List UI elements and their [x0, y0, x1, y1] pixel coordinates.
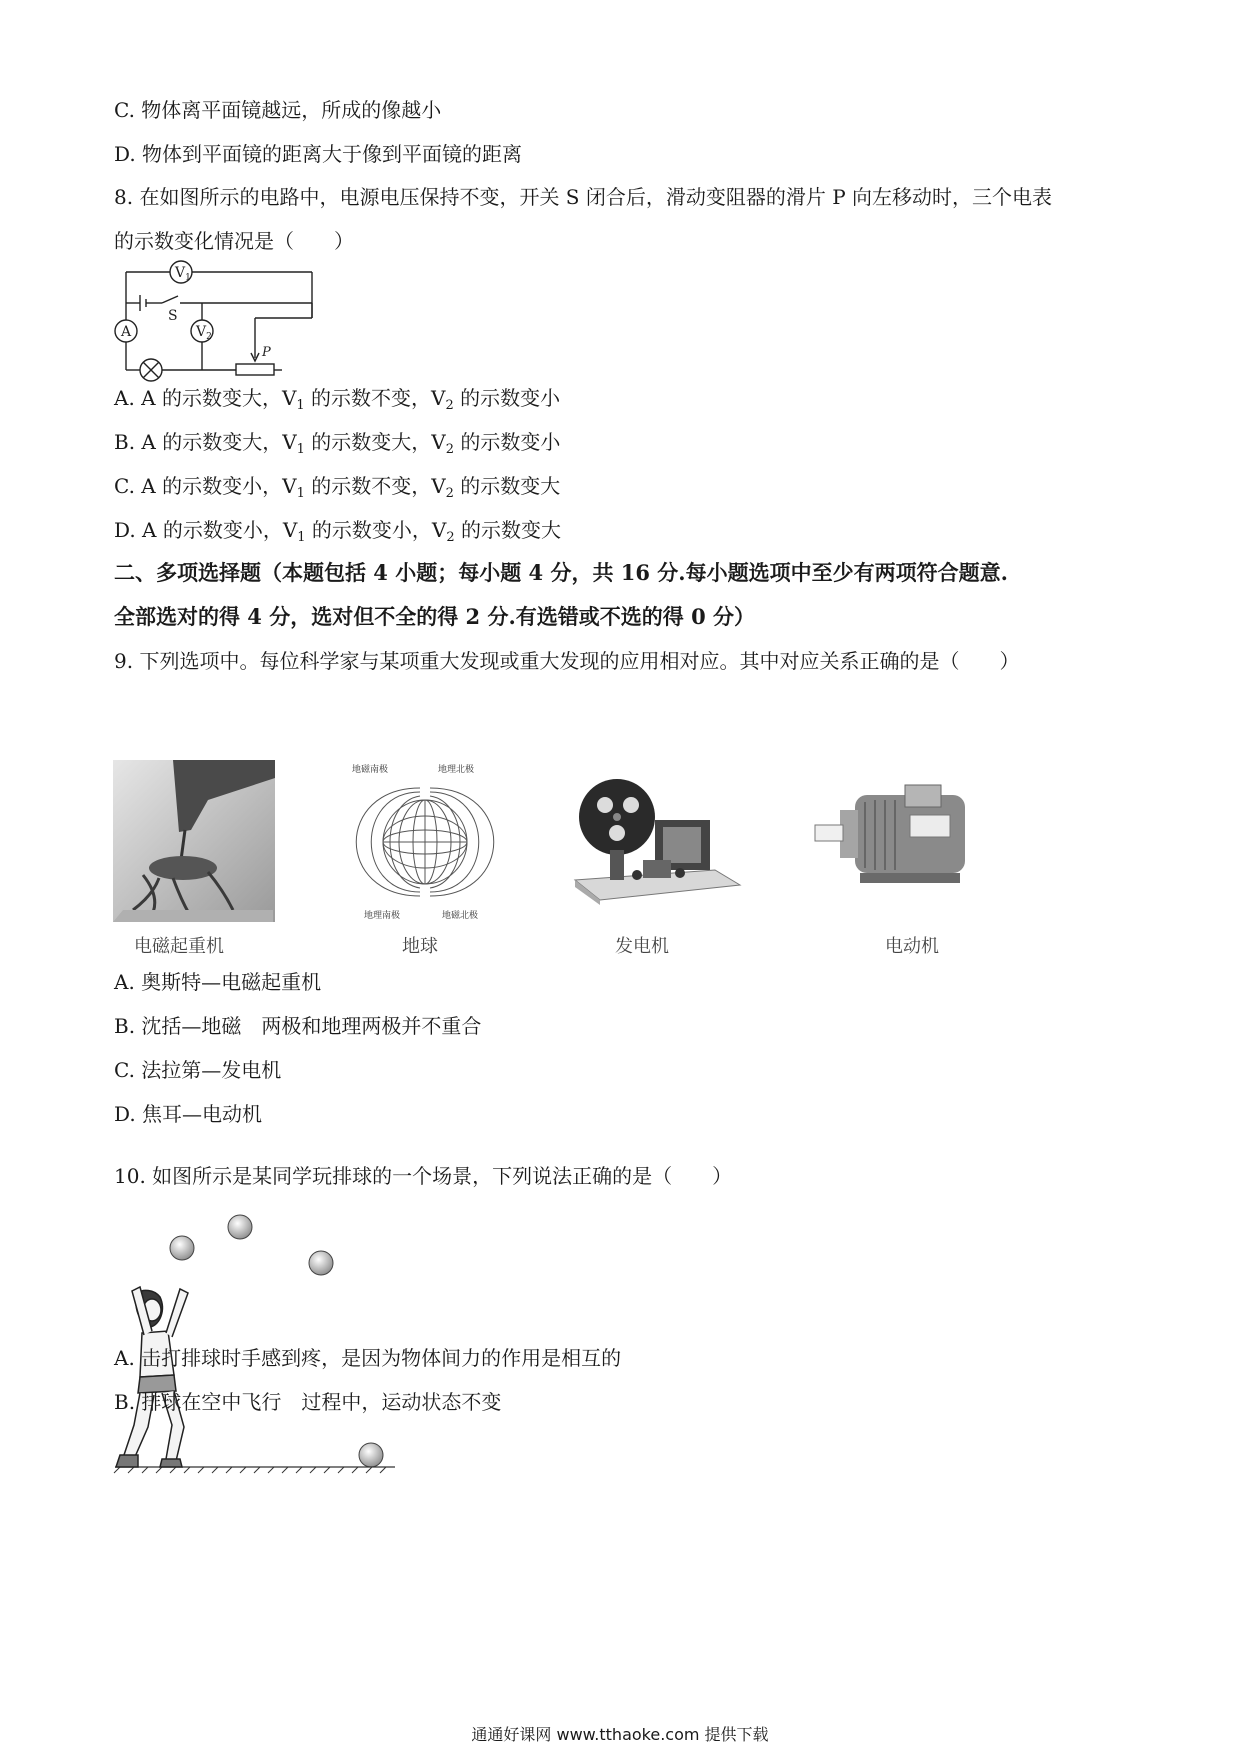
electric-motor-image	[810, 780, 980, 900]
q8-option-a: A. A 的示数变大，$V_1$ 的示数不变，$V_2$ 的示数变小	[114, 386, 561, 413]
v2-label: V	[196, 324, 207, 340]
q8-stem-line2: 的示数变化情况是（ ）	[114, 229, 354, 253]
q9-option-a: A. 奥斯特—电磁起重机	[114, 970, 322, 994]
volleyball-scene-illustration	[110, 1205, 410, 1475]
generator-image	[565, 775, 745, 905]
v1-label: V	[175, 265, 186, 281]
caption-earth: 地球	[402, 936, 438, 957]
caption-generator: 发电机	[615, 936, 669, 957]
q7-option-d: D. 物体到平面镜的距离大于像到平面镜的距离	[114, 142, 523, 166]
globe-label-bottom-right: 地磁北极	[442, 911, 479, 921]
q7-option-c: C. 物体离平面镜越远，所成的像越小	[114, 98, 442, 122]
q9-option-c: C. 法拉第—发电机	[114, 1058, 282, 1082]
q9-option-d: D. 焦耳—电动机	[114, 1102, 263, 1126]
globe-label-bottom-left: 地理南极	[364, 911, 401, 921]
earth-magnetic-field-image	[350, 762, 500, 922]
section2-heading-line1: 二、多项选择题（本题包括 4 小题；每小题 4 分，共 16 分.每小题选项中至少有两项符合题意.	[114, 560, 1008, 585]
ammeter-label: A	[121, 324, 132, 340]
svg-text:V1	[174, 265, 191, 283]
svg-text:V2	[195, 324, 212, 342]
q10-stem: 10. 如图所示是某同学玩排球的一个场景，下列说法正确的是（ ）	[114, 1164, 733, 1188]
q10-option-b: B. 排球在空中飞行 过程中，运动状态不变	[114, 1390, 502, 1414]
switch-label: S	[168, 308, 178, 324]
q8-option-c: C. A 的示数变小，$V_1$ 的示数不变，$V_2$ 的示数变大	[114, 474, 561, 501]
v2-subscript: 2	[206, 332, 212, 342]
v1-subscript: 1	[185, 273, 191, 283]
caption-motor: 电动机	[885, 936, 939, 957]
q8-option-d: D. A 的示数变小，$V_1$ 的示数变小，$V_2$ 的示数变大	[114, 518, 562, 545]
globe-label-top-right: 地理北极	[438, 765, 475, 775]
page-footer: 通通好课网 www.tthaoke.com 提供下载	[471, 1725, 769, 1744]
q8-stem-line1: 8. 在如图所示的电路中，电源电压保持不变，开关 S 闭合后，滑动变阻器的滑片 P 向左移动时，三个电表	[114, 185, 1053, 209]
q9-option-b: B. 沈括—地磁 两极和地理两极并不重合	[114, 1014, 482, 1038]
electromagnetic-crane-image	[113, 760, 275, 922]
slider-label: P	[262, 345, 271, 360]
section2-heading-line2: 全部选对的得 4 分，选对但不全的得 2 分.有选错或不选的得 0 分）	[114, 604, 756, 629]
caption-crane: 电磁起重机	[134, 936, 224, 957]
q8-option-b: B. A 的示数变大，$V_1$ 的示数变大，$V_2$ 的示数变小	[114, 430, 561, 457]
globe-label-top-left: 地磁南极	[352, 765, 389, 775]
q9-stem: 9. 下列选项中。每位科学家与某项重大发现或重大发现的应用相对应。其中对应关系正确的是（ ）	[114, 649, 1020, 673]
q10-option-a: A. 击打排球时手感到疼，是因为物体间力的作用是相互的	[114, 1346, 622, 1370]
